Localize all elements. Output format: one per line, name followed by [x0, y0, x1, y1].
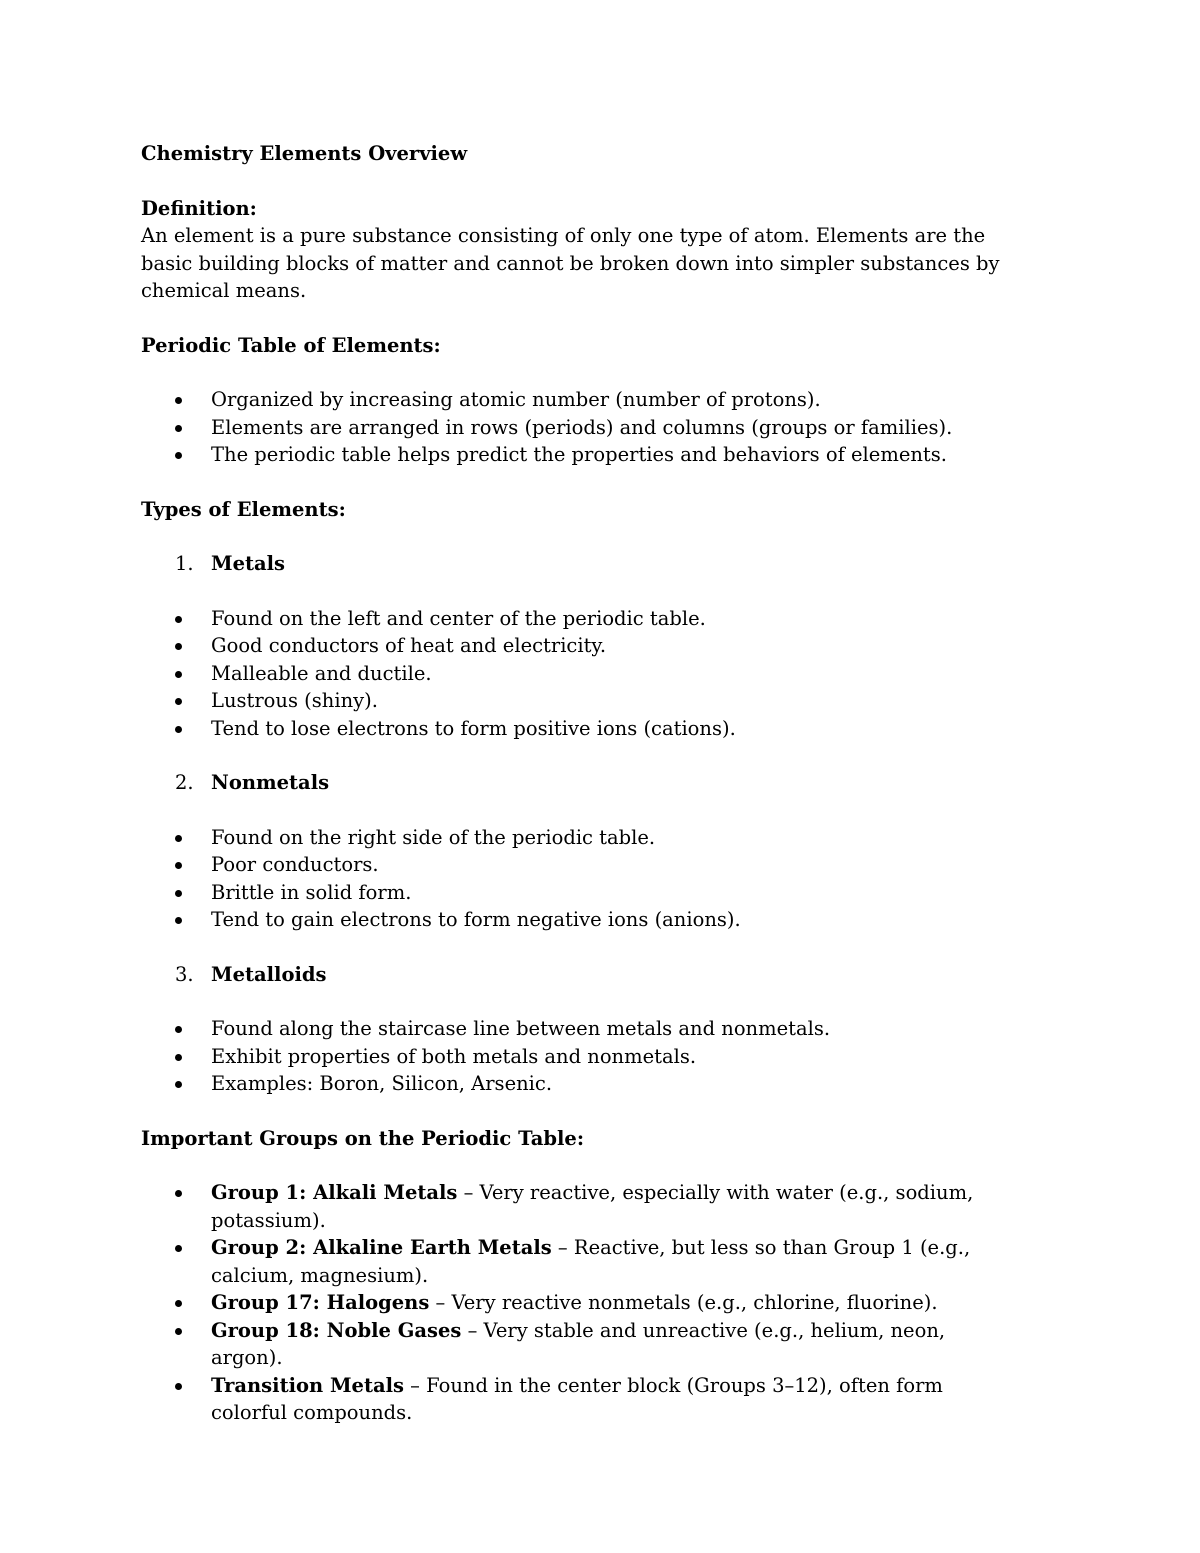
group-label: Group 1: Alkali Metals [211, 1181, 458, 1204]
list-item: Tend to gain electrons to form negative ions (anions). [141, 906, 1021, 934]
group-label: Transition Metals [211, 1373, 404, 1397]
metalloids-list [141, 1015, 1021, 1098]
types-heading: Types of Elements: [141, 497, 346, 521]
list-item: The periodic table helps predict the properties and behaviors of elements. [141, 441, 1021, 469]
list-item: Found along the staircase line between metals and nonmetals. [141, 1015, 1021, 1043]
nonmetals-heading [141, 769, 1021, 797]
groups-heading: Important Groups on the Periodic Table: [141, 1126, 585, 1150]
list-item: Exhibit properties of both metals and nonmetals. [141, 1043, 1021, 1071]
list-item: Examples: Boron, Silicon, Arsenic. [141, 1070, 1021, 1098]
list-item: Organized by increasing atomic number (number of protons). [141, 386, 1021, 414]
list-item: Found on the left and center of the periodic table. [141, 605, 1021, 633]
list-item [141, 1179, 1021, 1234]
document-page [141, 140, 1021, 1427]
group-label: Group 2: Alkaline Earth Metals [211, 1236, 552, 1259]
groups-list [141, 1179, 1021, 1427]
nonmetals-label: Nonmetals [211, 771, 330, 794]
group-label: Group 17: Halogens [211, 1291, 430, 1314]
group-description: – Very reactive nonmetals (e.g., chlorine, fluorine). [429, 1291, 938, 1314]
list-item [141, 1372, 1021, 1427]
list-item: Malleable and ductile. [141, 660, 1021, 688]
list-number: 2. [175, 771, 194, 794]
metals-list [141, 605, 1021, 743]
group-description: – Found in the center block (Groups 3–12), often form colorful compounds. [211, 1373, 943, 1424]
definition-heading: Definition: [141, 196, 257, 220]
list-item: Lustrous (shiny). [141, 687, 1021, 715]
periodic-table-list [141, 386, 1021, 469]
list-number: 3. [175, 962, 194, 986]
list-item [141, 1289, 1021, 1317]
definition-text: An element is a pure substance consisting of only one type of atom. Elements are the basic building blocks of matter and cannot be broken down into simpler substances by chemical means. [141, 224, 1000, 302]
group-description: – Very reactive, especially with water (e.g., sodium, potassium). [211, 1181, 974, 1232]
list-item: Elements are arranged in rows (periods) and columns (groups or families). [141, 414, 1021, 442]
group-label: Group 18: Noble Gases [211, 1318, 462, 1342]
list-item [141, 1234, 1021, 1289]
list-item: Brittle in solid form. [141, 879, 1021, 907]
nonmetals-list [141, 824, 1021, 934]
list-item [141, 1317, 1021, 1372]
metalloids-heading [141, 961, 1021, 989]
group-description: – Very stable and unreactive (e.g., helium, neon, argon). [211, 1318, 946, 1369]
list-item: Poor conductors. [141, 851, 1021, 879]
periodic-table-heading: Periodic Table of Elements: [141, 333, 441, 357]
metalloids-label: Metalloids [211, 962, 327, 986]
group-description: – Reactive, but less so than Group 1 (e.g., calcium, magnesium). [211, 1236, 971, 1287]
list-item: Good conductors of heat and electricity. [141, 632, 1021, 660]
metals-label: Metals [211, 552, 286, 575]
list-number: 1. [175, 552, 194, 575]
document-title: Chemistry Elements Overview [141, 142, 468, 165]
metals-heading [141, 550, 1021, 578]
list-item: Tend to lose electrons to form positive ions (cations). [141, 715, 1021, 743]
list-item: Found on the right side of the periodic table. [141, 824, 1021, 852]
